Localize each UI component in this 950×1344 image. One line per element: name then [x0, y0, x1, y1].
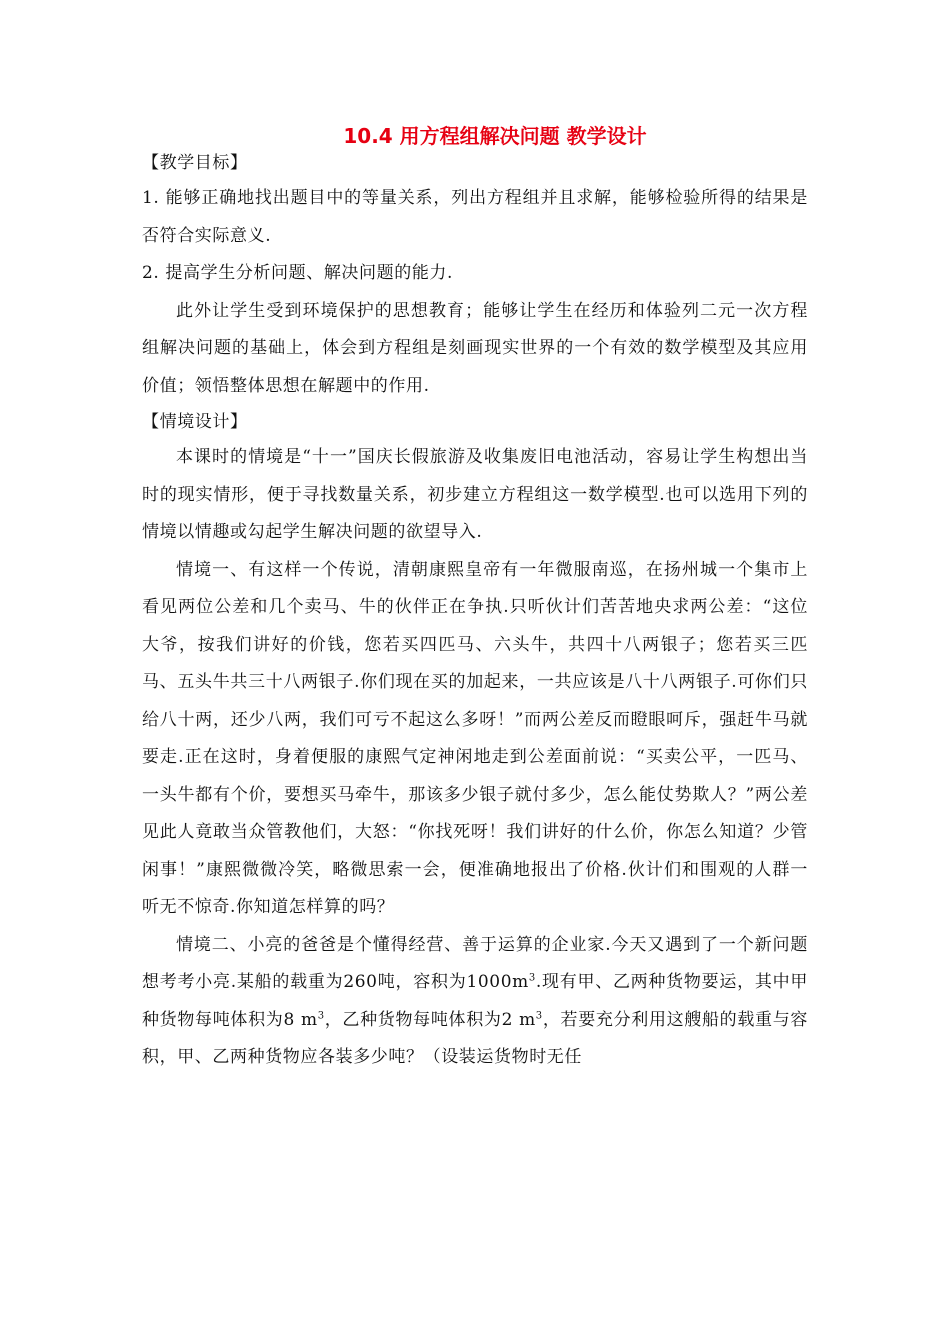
- scenario-2-text-c: ，乙种货物每吨体积为2 m: [324, 1009, 536, 1030]
- scenario-2-paragraph: [142, 927, 808, 1077]
- scenario-2-text-d: ，若要充分利用这艘船的载重与容积，甲、乙两种货物应各装多少吨？（设装运货物时无任: [142, 1009, 809, 1067]
- section-heading-goals: 【教学目标】: [142, 153, 248, 173]
- scenario-1-paragraph: 情境一、有这样一个传说，清朝康熙皇帝有一年微服南巡，在扬州城一个集市上看见两位公差和几个卖马、牛的伙伴正在争执.只听伙计们苦苦地央求两公差：“这位大爷，按我们讲好的价钱，您若买四匹马、六头牛，共四十八两银子；您若买三匹马、五头牛共三十八两银子.你们现在买的加起来，一共应该是八十八两银子.可你们只给八十两，还少八两，我们可亏不起这么多呀！”而两公差反而瞪眼呵斥，强赶牛马就要走.正在这时，身着便服的康熙气定神闲地走到公差面前说：“买卖公平，一匹马、一头牛都有个价，要想买马牵牛，那该多少银子就付多少，怎么能仗势欺人？”两公差见此人竟敢当众管教他们，大怒：“你找死呀！我们讲好的什么价，你怎么知道？少管闲事！”康熙微微冷笑，略微思索一会，便准确地报出了价格.伙计们和围观的人群一听无不惊奇.你知道怎样算的吗？: [142, 559, 808, 917]
- scenario-2-text-a: 情境二、小亮的爸爸是个懂得经营、善于运算的企业家.今天又遇到了一个新问题想考考小亮.某船的载重为260吨，容积为1000m: [142, 934, 808, 992]
- superscript-cubic-2: 3: [317, 1009, 325, 1021]
- document-title: 10.4 用方程组解决问题 教学设计: [343, 124, 647, 148]
- scenario-2-text-b: .现有甲、乙两种货物要运，其中甲种货物每吨体积为8 m: [142, 972, 808, 1030]
- goal-paragraph-extra: 此外让学生受到环境保护的思想教育；能够让学生在经历和体验列二元一次方程组解决问题的基础上，体会到方程组是刻画现实世界的一个有效的数学模型及其应用价值；领悟整体思想在解题中的作用.: [142, 300, 808, 396]
- scenario-intro-paragraph: 本课时的情境是“十一”国庆长假旅游及收集废旧电池活动，容易让学生构想出当时的现实情形，便于寻找数量关系，初步建立方程组这一数学模型.也可以选用下列的情境以情趣或勾起学生解决问题的欲望导入.: [142, 447, 808, 542]
- goal-item-2: 2. 提高学生分析问题、解决问题的能力.: [142, 263, 454, 283]
- section-heading-scenario: 【情境设计】: [142, 412, 248, 432]
- goal-item-1: 1. 能够正确地找出题目中的等量关系，列出方程组并且求解，能够检验所得的结果是否符合实际意义.: [142, 188, 808, 246]
- superscript-cubic-1: 3: [528, 972, 536, 984]
- superscript-cubic-3: 3: [535, 1009, 543, 1021]
